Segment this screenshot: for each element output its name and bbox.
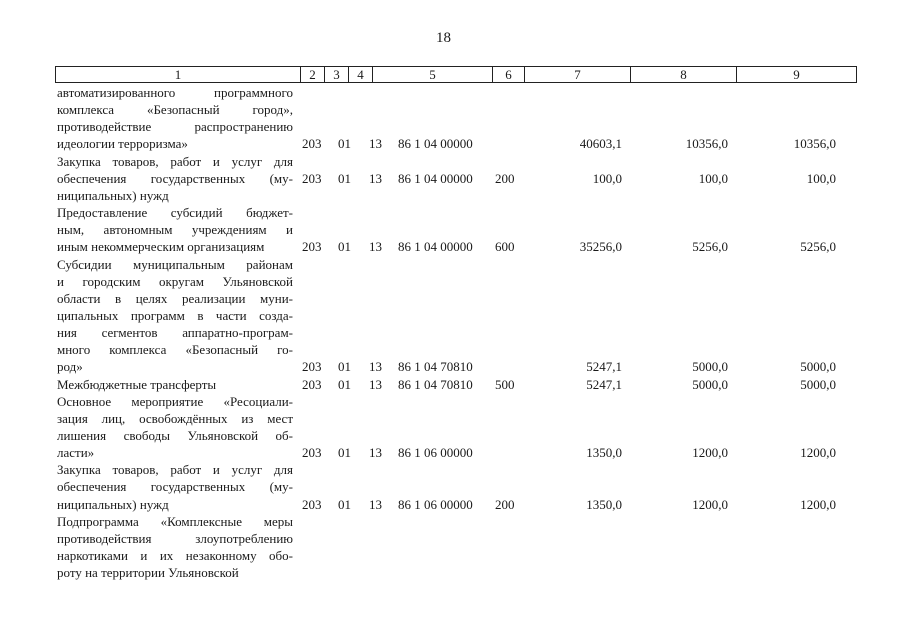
cell-target-article: 86 1 04 00000 (398, 239, 473, 255)
row-description-line: лишения свободы Ульяновской об- (57, 428, 293, 443)
row-description-line: ния сегментов аппаратно-програм- (57, 325, 293, 341)
row-description-line: зация лиц, освобождённых из мест (57, 410, 293, 426)
cell-code: 203 (302, 376, 322, 392)
header-col-6: 6 (492, 67, 524, 82)
header-col-1: 1 (174, 67, 182, 82)
row-description-line: обеспечения государственных (му- (57, 170, 293, 186)
cell-section: 01 (338, 445, 351, 461)
row-description-line: ниципальных) нужд (57, 187, 169, 203)
row-description-line: Предоставление субсидий бюджет- (57, 205, 293, 221)
row-description-line: роту на территории Ульяновской (57, 565, 239, 581)
cell-subsection: 13 (369, 239, 382, 255)
row-description-line: Субсидии муниципальным районам (57, 256, 293, 272)
cell-target-article: 86 1 06 00000 (398, 445, 473, 461)
cell-amount-col7: 1350,0 (586, 496, 622, 512)
cell-amount-col7: 1350,0 (586, 445, 622, 461)
cell-section: 01 (338, 359, 351, 375)
cell-code: 203 (302, 170, 322, 186)
header-col-7: 7 (524, 67, 630, 82)
cell-amount-col7: 100,0 (592, 170, 622, 186)
cell-code: 203 (302, 136, 322, 152)
row-description-line: много комплекса «Безопасный го- (57, 342, 293, 358)
row-description-line: Подпрограмма «Комплексные меры (57, 513, 293, 529)
header-col-9: 9 (736, 67, 856, 82)
cell-amount-col8: 1200,0 (692, 496, 728, 512)
row-description-line: Межбюджетные трансферты (57, 376, 217, 392)
row-description-line: ным, автономным учреждениям и (57, 222, 293, 238)
cell-amount-col9: 1200,0 (800, 445, 836, 461)
row-description-line: идеологии терроризма» (57, 136, 188, 152)
cell-amount-col7: 5247,1 (586, 359, 622, 375)
cell-code: 203 (302, 445, 322, 461)
row-description-line: Закупка товаров, работ и услуг для (57, 462, 293, 478)
cell-target-article: 86 1 04 00000 (398, 170, 473, 186)
row-description-line: автоматизированного программного (57, 85, 293, 100)
cell-amount-col7: 40603,1 (579, 136, 622, 152)
row-description-line: ниципальных) нужд (57, 496, 169, 512)
cell-code: 203 (302, 496, 322, 512)
cell-section: 01 (338, 496, 351, 512)
cell-amount-col7: 5247,1 (586, 376, 622, 392)
cell-section: 01 (338, 170, 351, 186)
page-number: 18 (436, 30, 451, 46)
cell-amount-col8: 5256,0 (692, 239, 728, 255)
cell-amount-col8: 5000,0 (692, 376, 728, 392)
header-col-8: 8 (630, 67, 736, 82)
cell-subsection: 13 (369, 496, 382, 512)
cell-amount-col8: 100,0 (698, 170, 728, 186)
cell-section: 01 (338, 239, 351, 255)
cell-expense-type: 600 (495, 239, 515, 255)
cell-amount-col9: 5256,0 (800, 239, 836, 255)
row-description-line: Закупка товаров, работ и услуг для (57, 153, 293, 169)
row-description-line: ципальных программ в части созда- (57, 307, 293, 323)
cell-amount-col8: 5000,0 (692, 359, 728, 375)
cell-amount-col7: 35256,0 (579, 239, 622, 255)
row-description-line: комплекса «Безопасный город», (57, 102, 293, 118)
header-col-4: 4 (348, 67, 372, 82)
cell-amount-col9: 5000,0 (800, 376, 836, 392)
cell-section: 01 (338, 136, 351, 152)
table-header-row (55, 66, 857, 83)
row-description-line: и городским округам Ульяновской (57, 273, 293, 289)
cell-code: 203 (302, 359, 322, 375)
cell-expense-type: 200 (495, 170, 515, 186)
cell-code: 203 (302, 239, 322, 255)
row-description-line: Основное мероприятие «Ресоциали- (57, 393, 293, 409)
header-col-5: 5 (372, 67, 492, 82)
row-description-line: обеспечения государственных (му- (57, 479, 293, 495)
row-description-line: род» (57, 359, 83, 375)
cell-target-article: 86 1 06 00000 (398, 496, 473, 512)
cell-target-article: 86 1 04 70810 (398, 359, 473, 375)
row-description-line: противодействия злоупотреблению (57, 530, 293, 546)
row-description-line: области в целях реализации муни- (57, 290, 293, 306)
cell-subsection: 13 (369, 359, 382, 375)
row-description-line: противодействие распространению (57, 119, 293, 135)
header-col-3: 3 (324, 67, 348, 82)
cell-amount-col8: 10356,0 (685, 136, 728, 152)
cell-amount-col9: 5000,0 (800, 359, 836, 375)
cell-target-article: 86 1 04 00000 (398, 136, 473, 152)
cell-amount-col9: 10356,0 (793, 136, 836, 152)
cell-subsection: 13 (369, 376, 382, 392)
cell-target-article: 86 1 04 70810 (398, 376, 473, 392)
cell-amount-col9: 1200,0 (800, 496, 836, 512)
cell-amount-col8: 1200,0 (692, 445, 728, 461)
header-col-2: 2 (300, 67, 324, 82)
cell-subsection: 13 (369, 445, 382, 461)
cell-amount-col9: 100,0 (806, 170, 836, 186)
cell-subsection: 13 (369, 170, 382, 186)
row-description-line: наркотиками и их незаконному обо- (57, 548, 293, 564)
cell-expense-type: 500 (495, 376, 515, 392)
cell-subsection: 13 (369, 136, 382, 152)
row-description-line: ласти» (57, 445, 95, 461)
cell-expense-type: 200 (495, 496, 515, 512)
cell-section: 01 (338, 376, 351, 392)
row-description-line: иным некоммерческим организациям (57, 239, 265, 255)
